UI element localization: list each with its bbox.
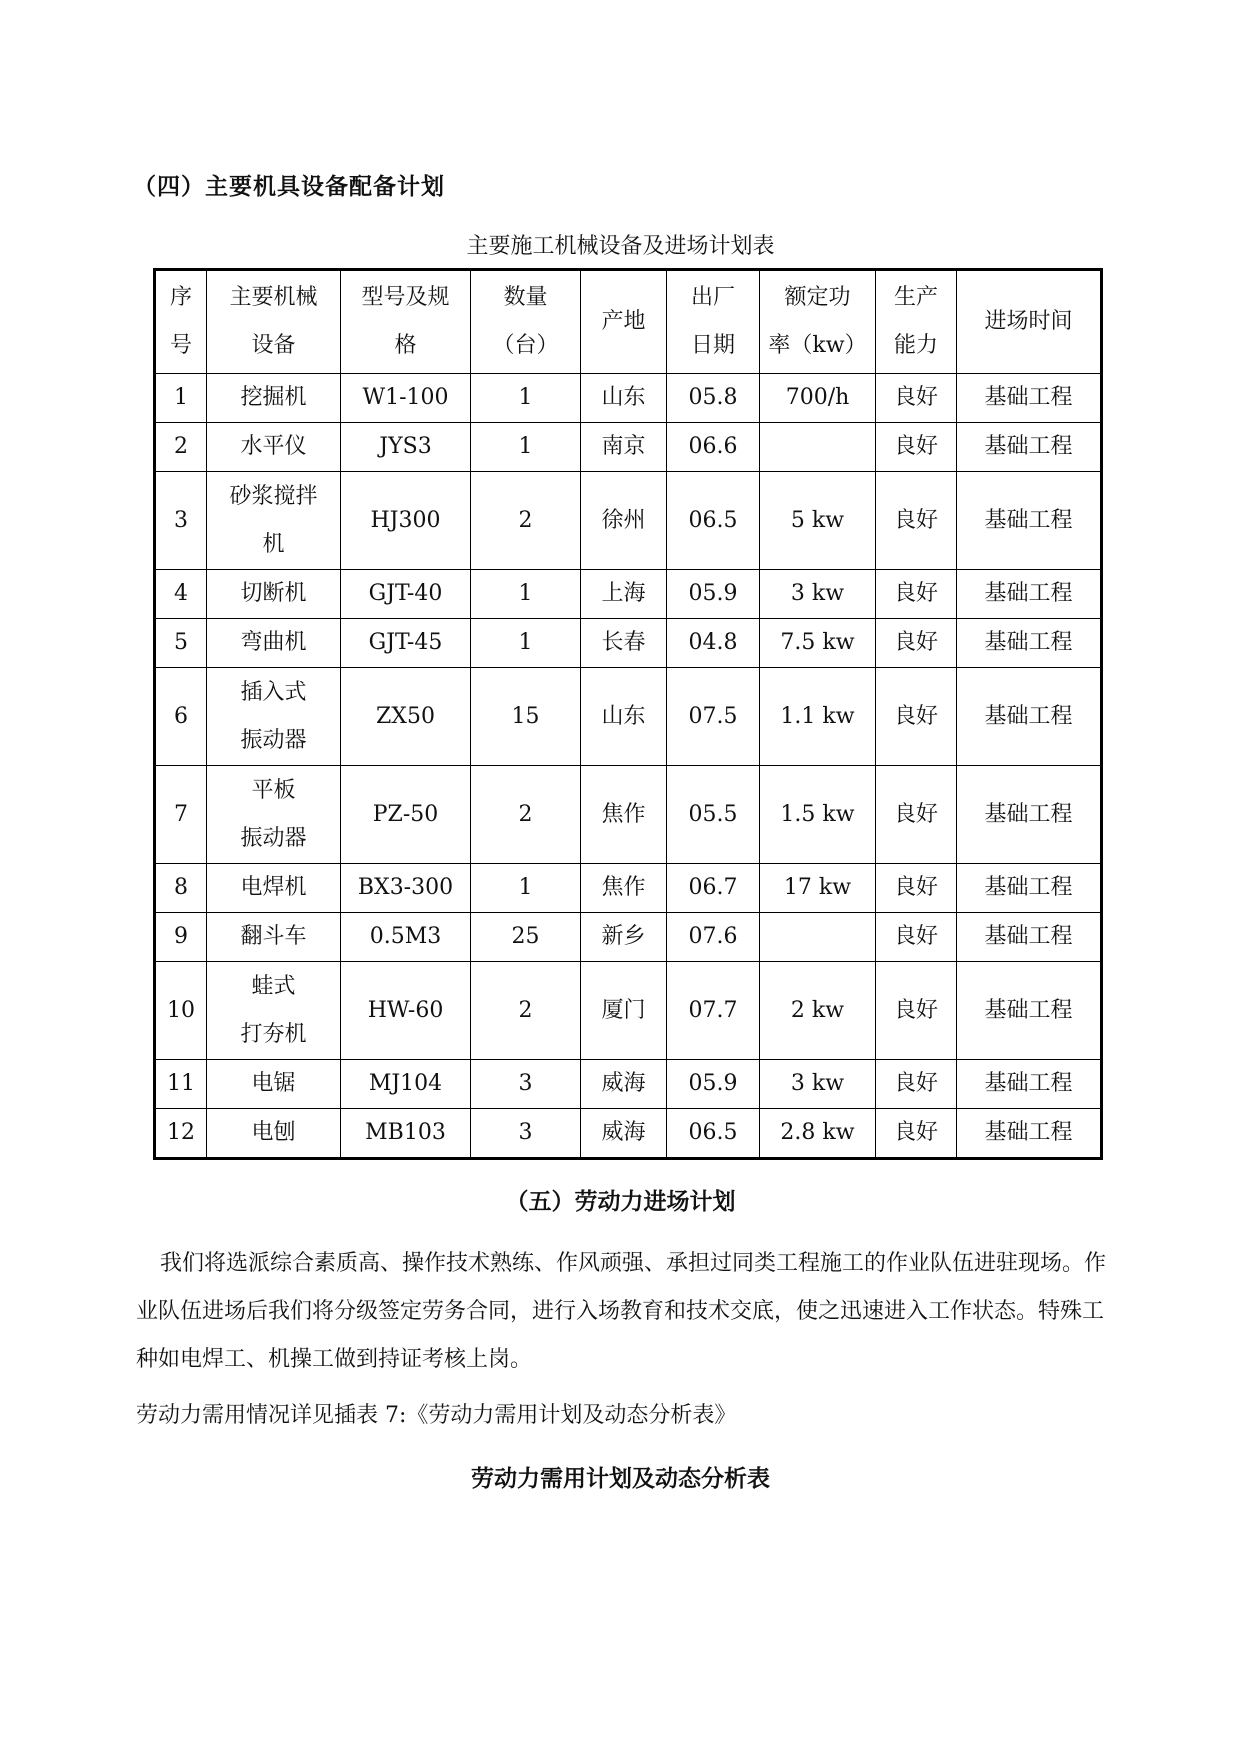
cell-power: 1.5 kw — [760, 766, 876, 864]
header-line: 进场时间 — [984, 309, 1073, 334]
cell-qty: 15 — [471, 668, 581, 766]
labor-table-heading: 劳动力需用计划及动态分析表 — [471, 1466, 770, 1492]
cell-entry: 基础工程 — [957, 1060, 1102, 1109]
cell-capacity: 良好 — [876, 472, 957, 570]
cell-entry: 基础工程 — [957, 864, 1102, 913]
labor-paragraph: 我们将选派综合素质高、操作技术熟练、作风顽强、承担过同类工程施工的作业队伍进驻现场。作业队伍进场后我们将分级签定劳务合同，进行入场教育和技术交底，使之迅速进入工作状态。特殊工种如电焊工、机操工做到持证考核上岗。 — [136, 1251, 1107, 1372]
cell-no: 1 — [155, 374, 207, 423]
cell-capacity: 良好 — [876, 766, 957, 864]
cell-qty: 3 — [471, 1109, 581, 1159]
cell-model: MJ104 — [341, 1060, 471, 1109]
labor-heading: （五）劳动力进场计划 — [505, 1189, 736, 1215]
cell-capacity: 良好 — [876, 619, 957, 668]
cell-capacity: 良好 — [876, 1060, 957, 1109]
table-row — [155, 619, 1102, 668]
cell-power: 700/h — [760, 374, 876, 423]
cell-origin: 长春 — [581, 619, 667, 668]
cell-name-line: 切断机 — [240, 581, 307, 606]
cell-entry: 基础工程 — [957, 962, 1102, 1060]
cell-origin: 新乡 — [581, 913, 667, 962]
header-line: 额定功 — [784, 285, 851, 310]
cell-model: MB103 — [341, 1109, 471, 1159]
table-header-cell — [341, 270, 471, 374]
cell-model: HJ300 — [341, 472, 471, 570]
cell-name — [207, 766, 341, 864]
cell-capacity: 良好 — [876, 913, 957, 962]
cell-capacity: 良好 — [876, 864, 957, 913]
cell-power: 3 kw — [760, 1060, 876, 1109]
cell-capacity: 良好 — [876, 962, 957, 1060]
cell-power: 7.5 kw — [760, 619, 876, 668]
header-line: 序 — [169, 285, 192, 310]
cell-date: 05.8 — [667, 374, 760, 423]
header-line: 型号及规 — [361, 285, 450, 310]
cell-date: 06.6 — [667, 423, 760, 472]
cell-power: 2.8 kw — [760, 1109, 876, 1159]
cell-name-line: 电刨 — [251, 1120, 296, 1145]
header-line: 率（kw） — [768, 333, 867, 358]
cell-name-line: 翻斗车 — [240, 924, 307, 949]
table-caption: 主要施工机械设备及进场计划表 — [466, 234, 775, 259]
table-row — [155, 1060, 1102, 1109]
cell-date: 05.9 — [667, 1060, 760, 1109]
cell-name — [207, 962, 341, 1060]
table-header-cell — [155, 270, 207, 374]
cell-qty: 1 — [471, 423, 581, 472]
table-row — [155, 962, 1102, 1060]
cell-no: 12 — [155, 1109, 207, 1159]
cell-qty: 1 — [471, 374, 581, 423]
header-line: 格 — [394, 333, 417, 358]
cell-name-line: 打夯机 — [240, 1021, 307, 1047]
cell-qty: 2 — [471, 766, 581, 864]
header-line: 设备 — [251, 333, 296, 358]
cell-name — [207, 668, 341, 766]
cell-origin: 厦门 — [581, 962, 667, 1060]
cell-origin: 上海 — [581, 570, 667, 619]
cell-power — [760, 913, 876, 962]
cell-qty: 2 — [471, 962, 581, 1060]
cell-name-line: 挖掘机 — [240, 385, 307, 410]
cell-origin: 焦作 — [581, 864, 667, 913]
cell-capacity: 良好 — [876, 423, 957, 472]
cell-entry: 基础工程 — [957, 472, 1102, 570]
cell-no: 3 — [155, 472, 207, 570]
cell-date: 07.5 — [667, 668, 760, 766]
cell-origin: 威海 — [581, 1060, 667, 1109]
cell-name-line: 弯曲机 — [240, 630, 307, 655]
table-header-row — [155, 270, 1102, 374]
cell-qty: 2 — [471, 472, 581, 570]
cell-name — [207, 570, 341, 619]
cell-entry: 基础工程 — [957, 619, 1102, 668]
cell-qty: 3 — [471, 1060, 581, 1109]
cell-origin: 山东 — [581, 374, 667, 423]
cell-entry: 基础工程 — [957, 374, 1102, 423]
cell-capacity: 良好 — [876, 570, 957, 619]
cell-name-line: 砂浆搅拌 — [229, 483, 318, 509]
cell-name — [207, 472, 341, 570]
table-row — [155, 1109, 1102, 1159]
cell-name-line: 插入式 — [240, 679, 307, 705]
cell-no: 4 — [155, 570, 207, 619]
header-line: 主要机械 — [229, 285, 318, 310]
header-line: 数量 — [503, 285, 548, 310]
cell-model: PZ-50 — [341, 766, 471, 864]
cell-no: 8 — [155, 864, 207, 913]
section-heading: （四）主要机具设备配备计划 — [133, 174, 445, 200]
cell-origin: 徐州 — [581, 472, 667, 570]
cell-date: 05.5 — [667, 766, 760, 864]
table-row — [155, 766, 1102, 864]
table-header-cell — [876, 270, 957, 374]
table-header-cell — [207, 270, 341, 374]
cell-name-line: 水平仪 — [240, 434, 307, 459]
header-line: 生产 — [893, 285, 938, 310]
cell-name-line: 振动器 — [240, 727, 307, 753]
cell-power: 17 kw — [760, 864, 876, 913]
cell-date: 06.5 — [667, 472, 760, 570]
cell-name — [207, 423, 341, 472]
cell-no: 7 — [155, 766, 207, 864]
cell-power: 2 kw — [760, 962, 876, 1060]
header-line: 出厂 — [690, 285, 735, 310]
cell-no: 5 — [155, 619, 207, 668]
cell-qty: 1 — [471, 619, 581, 668]
table-row — [155, 570, 1102, 619]
cell-qty: 1 — [471, 864, 581, 913]
header-line: 能力 — [893, 333, 938, 358]
table-header-cell — [760, 270, 876, 374]
cell-date: 07.6 — [667, 913, 760, 962]
table-header-cell — [581, 270, 667, 374]
cell-model: ZX50 — [341, 668, 471, 766]
cell-model: 0.5M3 — [341, 913, 471, 962]
equipment-table — [153, 268, 1103, 1160]
cell-name — [207, 374, 341, 423]
header-line: 产地 — [601, 309, 646, 334]
header-line: 号 — [169, 333, 192, 358]
cell-capacity: 良好 — [876, 668, 957, 766]
cell-power: 1.1 kw — [760, 668, 876, 766]
cell-name — [207, 864, 341, 913]
cell-no: 10 — [155, 962, 207, 1060]
table-body — [155, 374, 1102, 1159]
cell-capacity: 良好 — [876, 1109, 957, 1159]
cell-power: 5 kw — [760, 472, 876, 570]
cell-no: 9 — [155, 913, 207, 962]
cell-model: GJT-45 — [341, 619, 471, 668]
cell-date: 06.7 — [667, 864, 760, 913]
table-header-cell — [957, 270, 1102, 374]
table-row — [155, 864, 1102, 913]
table-row — [155, 423, 1102, 472]
cell-entry: 基础工程 — [957, 1109, 1102, 1159]
header-line: （台） — [492, 333, 559, 358]
cell-model: GJT-40 — [341, 570, 471, 619]
cell-model: W1-100 — [341, 374, 471, 423]
cell-qty: 25 — [471, 913, 581, 962]
cell-entry: 基础工程 — [957, 766, 1102, 864]
cell-name-line: 机 — [262, 531, 285, 557]
cell-origin: 山东 — [581, 668, 667, 766]
cell-model: BX3-300 — [341, 864, 471, 913]
table-header-cell — [471, 270, 581, 374]
cell-name-line: 平板 — [251, 777, 296, 803]
cell-name-line: 电焊机 — [240, 875, 307, 900]
table-header-cell — [667, 270, 760, 374]
cell-date: 07.7 — [667, 962, 760, 1060]
table-row — [155, 472, 1102, 570]
cell-origin: 威海 — [581, 1109, 667, 1159]
cell-origin: 焦作 — [581, 766, 667, 864]
cell-name — [207, 1109, 341, 1159]
cell-name-line: 电锯 — [251, 1071, 296, 1096]
cell-no: 2 — [155, 423, 207, 472]
cell-qty: 1 — [471, 570, 581, 619]
cell-no: 6 — [155, 668, 207, 766]
cell-power — [760, 423, 876, 472]
header-line: 日期 — [690, 333, 735, 358]
cell-name — [207, 1060, 341, 1109]
cell-power: 3 kw — [760, 570, 876, 619]
cell-origin: 南京 — [581, 423, 667, 472]
cell-name-line: 振动器 — [240, 825, 307, 851]
table-row — [155, 374, 1102, 423]
cell-name — [207, 913, 341, 962]
cell-entry: 基础工程 — [957, 913, 1102, 962]
table-row — [155, 668, 1102, 766]
cell-entry: 基础工程 — [957, 668, 1102, 766]
cell-date: 06.5 — [667, 1109, 760, 1159]
cell-no: 11 — [155, 1060, 207, 1109]
cell-entry: 基础工程 — [957, 423, 1102, 472]
table-row — [155, 913, 1102, 962]
cell-capacity: 良好 — [876, 374, 957, 423]
cell-name — [207, 619, 341, 668]
labor-reference: 劳动力需用情况详见插表 7:《劳动力需用计划及动态分析表》 — [136, 1403, 737, 1428]
cell-date: 05.9 — [667, 570, 760, 619]
cell-name-line: 蛙式 — [251, 973, 296, 999]
cell-model: JYS3 — [341, 423, 471, 472]
cell-date: 04.8 — [667, 619, 760, 668]
cell-entry: 基础工程 — [957, 570, 1102, 619]
cell-model: HW-60 — [341, 962, 471, 1060]
